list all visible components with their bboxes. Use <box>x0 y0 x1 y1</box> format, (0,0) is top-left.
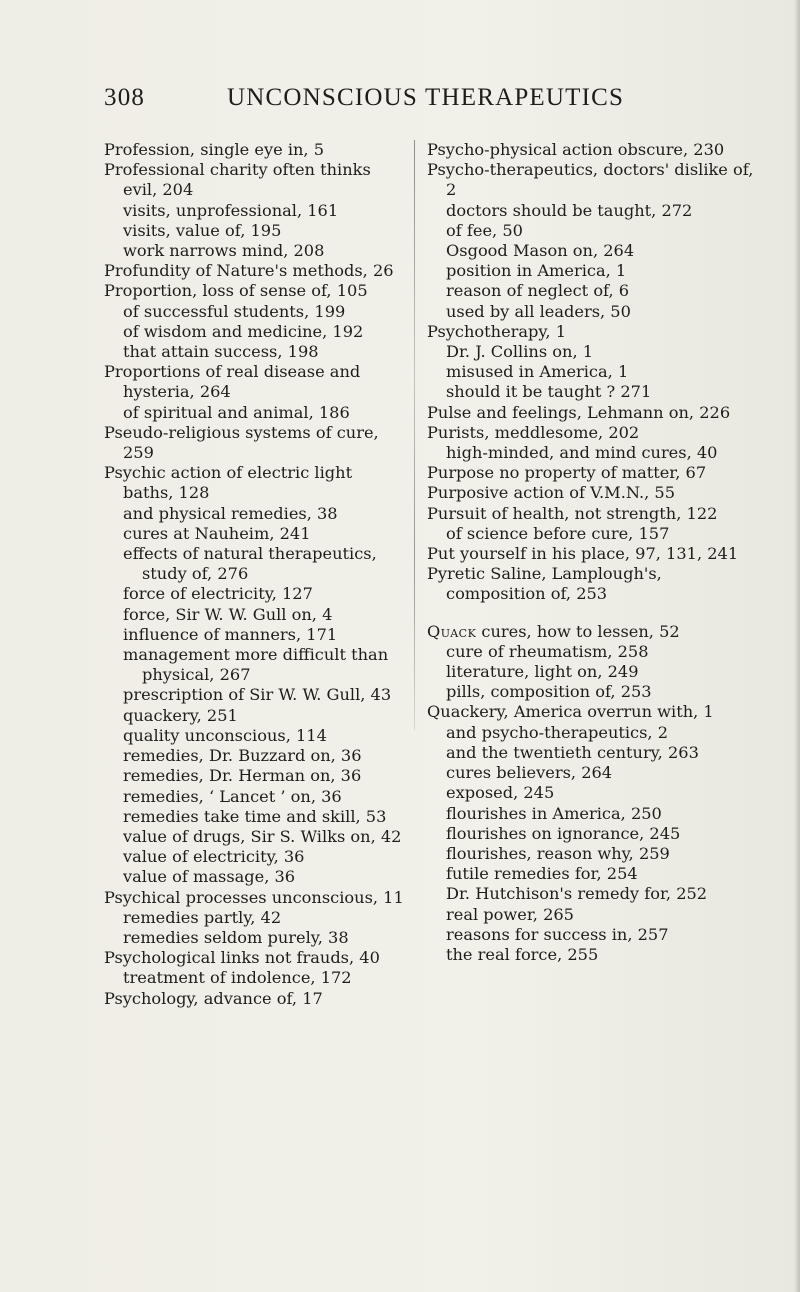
index-entry: Purposive action of V.M.N., 55 <box>427 483 676 503</box>
index-subentry: of spiritual and animal, 186 <box>123 402 350 422</box>
index-entry: Psychological links not frauds, 40 <box>104 948 380 968</box>
entry-text: cures, how to lessen, 52 <box>476 621 680 641</box>
index-subentry: influence of manners, 171 <box>123 624 338 644</box>
index-subentry: remedies, Dr. Herman on, 36 <box>123 766 362 786</box>
index-subentry: and the twentieth century, 263 <box>446 742 699 762</box>
page-number: 308 <box>104 84 146 111</box>
index-column-right <box>427 140 757 965</box>
index-subentry: pills, composition of, 253 <box>446 682 652 702</box>
index-subentry: literature, light on, 249 <box>446 662 639 682</box>
index-subentry: real power, 265 <box>446 904 574 924</box>
index-subentry: exposed, 245 <box>446 783 555 803</box>
index-entry: Proportion, loss of sense of, 105 <box>104 281 368 301</box>
index-subentry: cure of rheumatism, 258 <box>446 641 649 661</box>
index-subentry: reason of neglect of, 6 <box>446 281 630 301</box>
index-subentry: remedies take time and skill, 53 <box>123 806 387 826</box>
index-entry: Pulse and feelings, Lehmann on, 226 <box>427 402 731 422</box>
index-subentry: value of electricity, 36 <box>123 847 305 867</box>
index-subentry: effects of natural therapeutics, study of, 276 <box>123 544 377 584</box>
index-entry <box>427 622 757 642</box>
index-subentry: value of drugs, Sir S. Wilks on, 42 <box>123 826 402 846</box>
index-subentry: Dr. J. Collins on, 1 <box>446 342 594 362</box>
index-subentry: visits, unprofessional, 161 <box>123 200 339 220</box>
index-entry: Professional charity often thinks evil, 204 <box>104 160 371 200</box>
index-subentry: cures believers, 264 <box>446 763 613 783</box>
index-subentry: prescription of Sir W. W. Gull, 43 <box>123 685 392 705</box>
index-subentry: high-minded, and mind cures, 40 <box>446 443 718 463</box>
index-subentry: work narrows mind, 208 <box>123 241 325 261</box>
index-entry: Psycho-physical action obscure, 230 <box>427 140 725 159</box>
entry-lead-word: Quack <box>427 621 477 641</box>
index-subentry: force, Sir W. W. Gull on, 4 <box>123 604 333 624</box>
column-divider <box>414 140 415 730</box>
index-subentry: of science before cure, 157 <box>446 523 670 543</box>
index-subentry: and physical remedies, 38 <box>123 503 338 523</box>
index-subentry: Osgood Mason on, 264 <box>446 241 635 261</box>
index-entry: Proportions of real disease and hysteria, 264 <box>104 362 361 402</box>
index-subentry: of wisdom and medicine, 192 <box>123 321 364 341</box>
letter-section-gap <box>427 605 757 622</box>
index-entry: Put yourself in his place, 97, 131, 241 <box>427 544 739 564</box>
index-subentry: that attain success, 198 <box>123 342 319 362</box>
index-subentry: flourishes in America, 250 <box>446 803 662 823</box>
index-subentry: of successful students, 199 <box>123 301 346 321</box>
index-subentry: used by all leaders, 50 <box>446 301 631 321</box>
index-subentry: value of massage, 36 <box>123 867 296 887</box>
index-subentry: of fee, 50 <box>446 220 523 240</box>
index-entry: Quackery, America overrun with, 1 <box>427 702 714 722</box>
index-entry: Pursuit of health, not strength, 122 <box>427 503 718 523</box>
index-entry: Psychotherapy, 1 <box>427 321 566 341</box>
index-subentry: remedies, ‘ Lancet ’ on, 36 <box>123 786 342 806</box>
index-subentry: should it be taught ? 271 <box>446 382 652 402</box>
index-entry: Profession, single eye in, 5 <box>104 140 325 159</box>
index-entry: Profundity of Nature's methods, 26 <box>104 261 394 281</box>
index-subentry: treatment of indolence, 172 <box>123 968 352 988</box>
index-subentry: quackery, 251 <box>123 705 238 725</box>
index-entry: Pyretic Saline, Lamplough's, composition of, 253 <box>427 564 662 604</box>
index-subentry: management more difficult than physical, 267 <box>123 645 389 685</box>
index-entry: Pseudo-religious systems of cure, 259 <box>104 422 379 463</box>
index-subentry: reasons for success in, 257 <box>446 924 669 944</box>
index-subentry: futile remedies for, 254 <box>446 864 638 884</box>
index-subentry: doctors should be taught, 272 <box>446 200 693 220</box>
index-subentry: visits, value of, 195 <box>123 220 282 240</box>
index-subentry: flourishes on ignorance, 245 <box>446 823 681 843</box>
index-subentry: quality unconscious, 114 <box>123 725 327 745</box>
index-subentry: misused in America, 1 <box>446 362 629 382</box>
index-subentry: remedies seldom purely, 38 <box>123 927 349 947</box>
index-subentry: Dr. Hutchison's remedy for, 252 <box>446 884 708 904</box>
running-head: UNCONSCIOUS THERAPEUTICS <box>227 84 625 111</box>
index-entry: Purists, meddlesome, 202 <box>427 422 640 442</box>
page-edge-shadow <box>794 0 800 1292</box>
index-subentry: and psycho-therapeutics, 2 <box>446 722 669 742</box>
index-subentry: remedies, Dr. Buzzard on, 36 <box>123 746 362 766</box>
index-subentry: flourishes, reason why, 259 <box>446 843 670 863</box>
index-entry: Psychical processes unconscious, 11 <box>104 887 404 907</box>
index-subentry: cures at Nauheim, 241 <box>123 523 311 543</box>
index-entry: Psychic action of electric light baths, 128 <box>104 463 353 503</box>
page-header <box>104 84 764 124</box>
index-column-left <box>104 140 404 1009</box>
index-subentry: remedies partly, 42 <box>123 907 282 927</box>
index-entry: Psychology, advance of, 17 <box>104 988 323 1008</box>
index-subentry: force of electricity, 127 <box>123 584 313 604</box>
index-entry: Psycho-therapeutics, doctors' dislike of, 2 <box>427 160 754 200</box>
index-entry: Purpose no property of matter, 67 <box>427 463 707 483</box>
index-subentry: the real force, 255 <box>446 944 599 964</box>
index-subentry: position in America, 1 <box>446 261 627 281</box>
